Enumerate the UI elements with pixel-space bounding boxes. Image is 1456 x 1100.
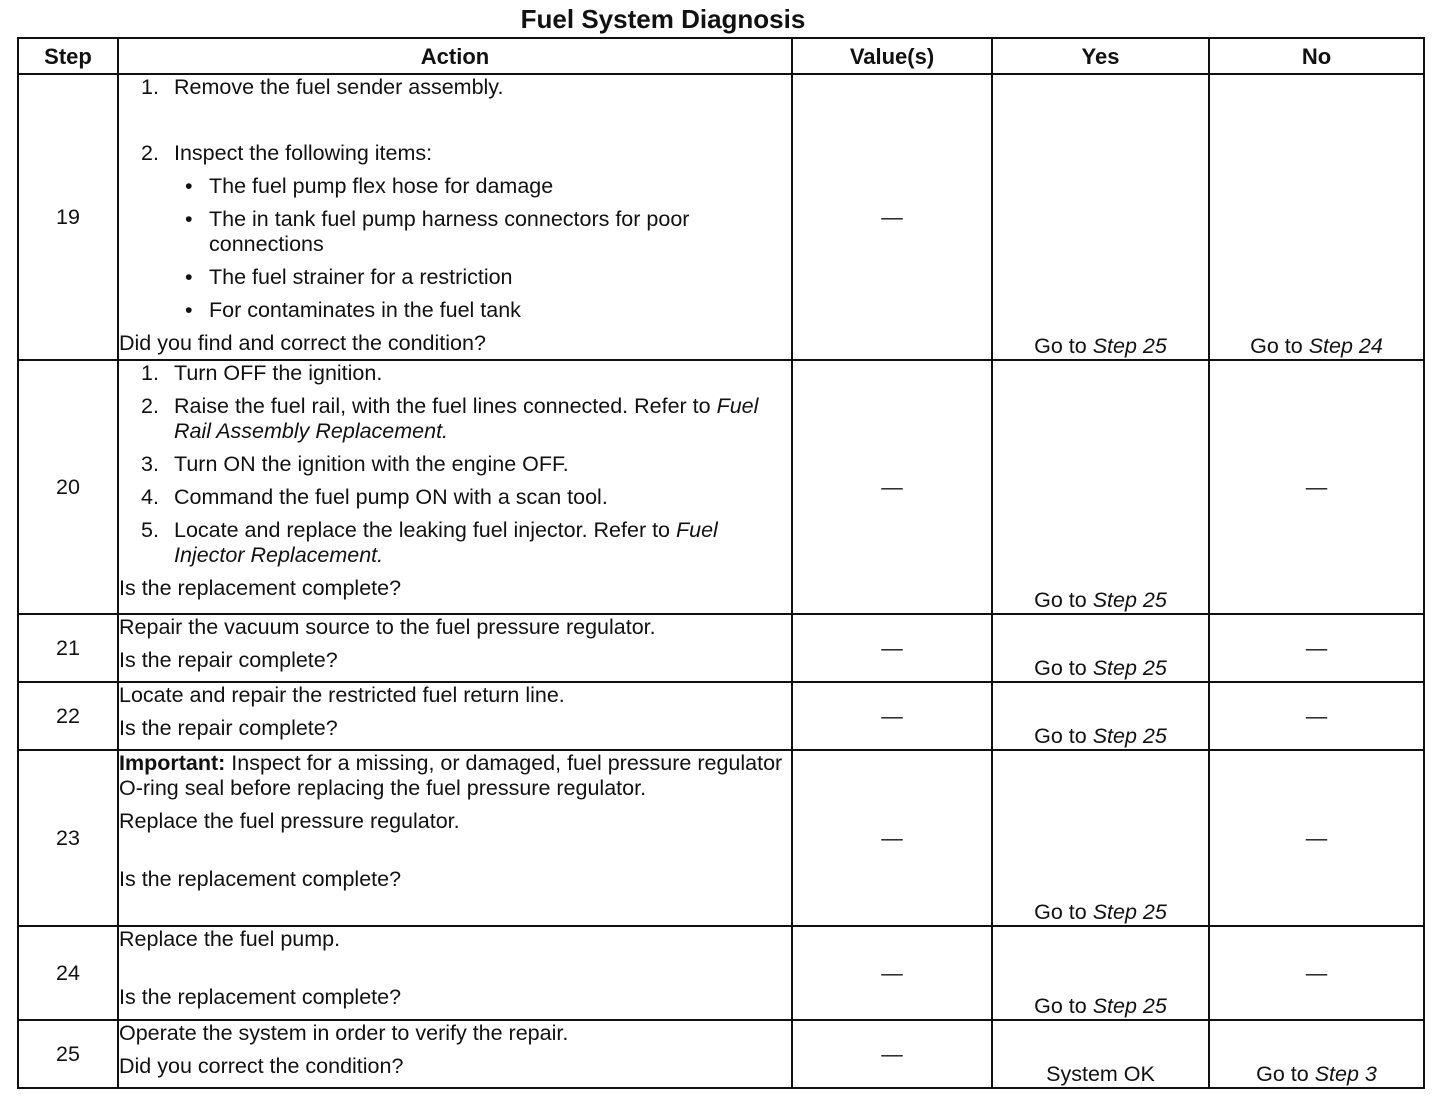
item-text: Turn ON the ignition with the engine OFF. — [174, 452, 569, 476]
no-dash: — — [1305, 635, 1328, 660]
action-item — [119, 394, 791, 444]
bullet-item — [119, 207, 791, 257]
action-text: Replace the fuel pressure regulator. — [119, 809, 460, 833]
yes-cell — [992, 926, 1209, 1020]
table-row-step-22 — [18, 682, 1424, 750]
action-cell — [118, 926, 792, 1020]
item-number: 1. — [141, 361, 159, 385]
item-text — [174, 394, 791, 444]
bullet-item — [119, 265, 791, 290]
action-item — [119, 361, 791, 386]
bullet-icon: • — [185, 207, 193, 231]
yes-step-link[interactable]: Step 25 — [1092, 900, 1167, 924]
yes-cell — [992, 750, 1209, 926]
value-cell — [792, 682, 992, 750]
value-cell — [792, 1020, 992, 1088]
yes-cell — [992, 74, 1209, 360]
question-text: Is the repair complete? — [119, 648, 338, 672]
yes-cell — [992, 682, 1209, 750]
no-cell — [1209, 682, 1424, 750]
step-number: 20 — [18, 360, 118, 614]
question-text: Did you correct the condition? — [119, 1054, 404, 1078]
item-text: Inspect the following items: — [174, 141, 433, 165]
yes-step-link[interactable]: Step 25 — [1092, 334, 1167, 358]
step-number: 19 — [18, 74, 118, 360]
no-step-link[interactable]: Step 3 — [1314, 1062, 1377, 1086]
step-number: 25 — [18, 1020, 118, 1088]
action-text: Operate the system in order to verify the repair. — [119, 1021, 569, 1045]
value-cell — [792, 360, 992, 614]
action-text: Repair the vacuum source to the fuel pressure regulator. — [119, 615, 656, 639]
yes-prefix: Go to — [1034, 994, 1087, 1018]
table-row-step-19 — [18, 74, 1424, 360]
yes-cell — [992, 360, 1209, 614]
value-cell — [792, 750, 992, 926]
yes-prefix: Go to — [1034, 588, 1087, 612]
value-dash: — — [881, 474, 903, 499]
bullet-item — [119, 298, 791, 323]
value-dash: — — [881, 825, 903, 850]
item-text-main: Raise the fuel rail, with the fuel lines connected. Refer to — [174, 394, 711, 418]
no-cell — [1209, 750, 1424, 926]
diagnosis-table — [17, 37, 1425, 1089]
value-dash: — — [881, 635, 903, 660]
important-text: Inspect for a missing, or damaged, fuel pressure regulator O-ring seal before replacing the fuel pressure regulator. — [119, 751, 783, 800]
action-item — [119, 452, 791, 477]
value-cell — [792, 926, 992, 1020]
value-cell — [792, 614, 992, 682]
action-item — [119, 75, 791, 100]
question-text: Is the replacement complete? — [119, 985, 402, 1009]
bullet-text: The in tank fuel pump harness connectors for poor connections — [209, 207, 690, 256]
table-row-step-21 — [18, 614, 1424, 682]
question-text: Did you find and correct the condition? — [119, 331, 486, 355]
value-cell — [792, 74, 992, 360]
bullet-text: The fuel pump flex hose for damage — [209, 174, 554, 198]
bullet-icon: • — [185, 298, 193, 322]
bullet-item — [119, 174, 791, 199]
value-dash: — — [881, 1041, 903, 1066]
yes-prefix: Go to — [1034, 334, 1087, 358]
yes-step-link[interactable]: Step 25 — [1092, 724, 1167, 748]
action-text: Locate and repair the restricted fuel return line. — [119, 683, 565, 707]
item-number: 5. — [141, 518, 159, 542]
item-number: 2. — [141, 394, 159, 418]
no-dash: — — [1305, 474, 1328, 499]
action-text: Replace the fuel pump. — [119, 927, 341, 951]
table-row-step-20 — [18, 360, 1424, 614]
table-row-step-23 — [18, 750, 1424, 926]
question-text: Is the replacement complete? — [119, 867, 402, 891]
no-cell — [1209, 360, 1424, 614]
yes-step-link[interactable]: Step 25 — [1092, 994, 1167, 1018]
column-header-no: No — [1209, 38, 1424, 74]
item-number: 4. — [141, 485, 159, 509]
question-text: Is the replacement complete? — [119, 576, 402, 600]
action-cell — [118, 74, 792, 360]
yes-step-link[interactable]: Step 25 — [1092, 588, 1167, 612]
action-cell — [118, 360, 792, 614]
action-cell — [118, 682, 792, 750]
no-cell — [1209, 1020, 1424, 1088]
yes-result-text: System OK — [1046, 1062, 1155, 1086]
action-item — [119, 518, 791, 568]
table-row-step-25 — [18, 1020, 1424, 1088]
value-dash: — — [881, 960, 903, 985]
no-step-link[interactable]: Step 24 — [1308, 334, 1383, 358]
value-dash: — — [881, 703, 903, 728]
important-note — [119, 751, 791, 801]
column-header-action: Action — [118, 38, 792, 74]
no-dash: — — [1305, 825, 1328, 850]
yes-prefix: Go to — [1034, 900, 1087, 924]
action-cell — [118, 750, 792, 926]
yes-prefix: Go to — [1034, 724, 1087, 748]
column-header-step: Step — [18, 38, 118, 74]
page-title: Fuel System Diagnosis — [520, 4, 806, 34]
table-header-row — [18, 38, 1424, 74]
step-number: 21 — [18, 614, 118, 682]
item-text: Remove the fuel sender assembly. — [174, 75, 504, 99]
no-prefix: Go to — [1250, 334, 1303, 358]
action-cell — [118, 1020, 792, 1088]
bullet-icon: • — [185, 265, 193, 289]
no-cell — [1209, 926, 1424, 1020]
step-number: 22 — [18, 682, 118, 750]
item-text: Command the fuel pump ON with a scan tool. — [174, 485, 608, 509]
item-number: 2. — [141, 141, 159, 165]
action-cell — [118, 614, 792, 682]
action-item — [119, 485, 791, 510]
item-text: Turn OFF the ignition. — [174, 361, 383, 385]
step-number: 24 — [18, 926, 118, 1020]
yes-cell — [992, 614, 1209, 682]
action-item — [119, 141, 791, 166]
yes-step-link[interactable]: Step 25 — [1092, 656, 1167, 680]
no-cell — [1209, 74, 1424, 360]
important-label: Important: — [119, 751, 226, 775]
value-dash: — — [881, 204, 903, 229]
no-dash: — — [1305, 960, 1328, 985]
bullet-icon: • — [185, 174, 193, 198]
step-number: 23 — [18, 750, 118, 926]
bullet-text: The fuel strainer for a restriction — [209, 265, 513, 289]
yes-cell — [992, 1020, 1209, 1088]
no-prefix: Go to — [1256, 1062, 1309, 1086]
bullet-text: For contaminates in the fuel tank — [209, 298, 521, 322]
reference-link[interactable]: Fuel Rail Assembly Replacement. — [174, 394, 759, 443]
item-number: 3. — [141, 452, 159, 476]
item-text-main: Locate and replace the leaking fuel injector. Refer to — [174, 518, 671, 542]
table-row-step-24 — [18, 926, 1424, 1020]
no-cell — [1209, 614, 1424, 682]
yes-prefix: Go to — [1034, 656, 1087, 680]
no-dash: — — [1305, 703, 1328, 728]
item-number: 1. — [141, 75, 159, 99]
question-text: Is the repair complete? — [119, 716, 338, 740]
column-header-values: Value(s) — [792, 38, 992, 74]
column-header-yes: Yes — [992, 38, 1209, 74]
item-text — [174, 518, 791, 568]
reference-link[interactable]: Fuel Injector Replacement. — [174, 518, 718, 567]
